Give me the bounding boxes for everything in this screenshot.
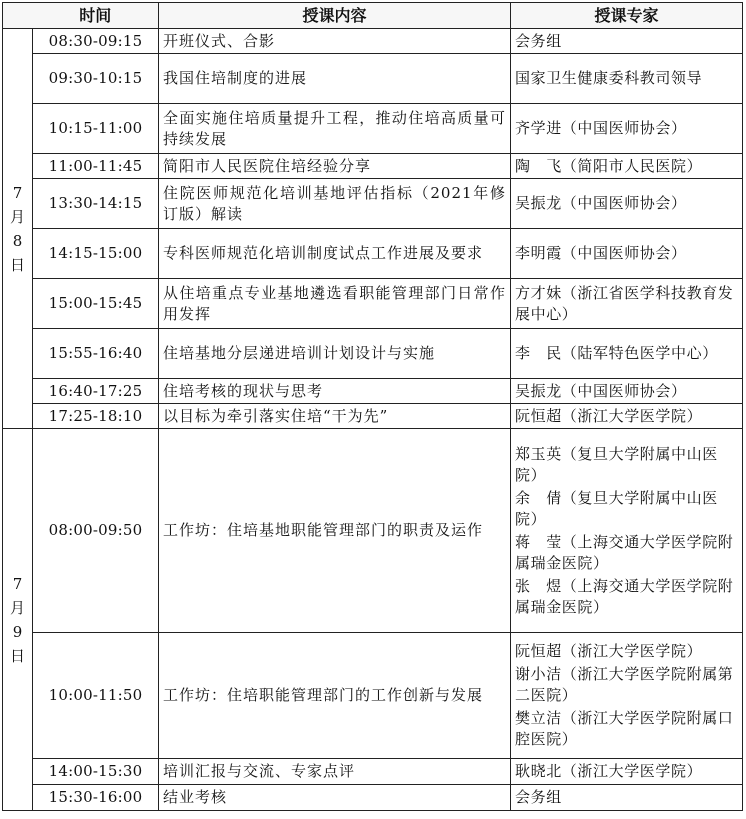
session-row (3, 759, 743, 785)
expert-name: 余 倩（复旦大学附属中山医院） (515, 488, 718, 528)
schedule-table (2, 2, 743, 811)
session-content: 专科医师规范化培训制度试点工作进展及要求 (159, 229, 511, 279)
session-time: 13:30-14:15 (33, 179, 159, 229)
session-content: 全面实施住培质量提升工程，推动住培高质量可持续发展 (159, 104, 511, 154)
session-row (3, 379, 743, 404)
session-expert (511, 633, 743, 759)
header-expert: 授课专家 (511, 3, 743, 29)
session-row (3, 29, 743, 54)
expert-name: 李 民（陆军特色医学中心） (515, 344, 718, 362)
session-content: 培训汇报与交流、专家点评 (159, 759, 511, 785)
session-expert (511, 54, 743, 104)
expert-name: 阮恒超（浙江大学医学院） (515, 642, 703, 660)
session-time: 15:30-16:00 (33, 785, 159, 811)
session-content: 从住培重点专业基地遴选看职能管理部门日常作用发挥 (159, 279, 511, 329)
date-char: 8 (12, 231, 23, 250)
expert-name: 陶 飞（简阳市人民医院） (515, 156, 703, 175)
session-row (3, 785, 743, 811)
date-char: 日 (9, 255, 25, 274)
session-row (3, 54, 743, 104)
day-date-cell (3, 29, 33, 429)
session-time: 10:00-11:50 (33, 633, 159, 759)
expert-name: 会务组 (515, 788, 562, 806)
session-content: 住院医师规范化培训基地评估指标（2021年修订版）解读 (159, 179, 511, 229)
date-char: 7 (12, 574, 23, 593)
session-time: 17:25-18:10 (33, 404, 159, 429)
session-time: 08:30-09:15 (33, 29, 159, 54)
session-time: 15:00-15:45 (33, 279, 159, 329)
session-expert (511, 279, 743, 329)
session-expert (511, 104, 743, 154)
session-expert (511, 229, 743, 279)
schedule-body (3, 29, 743, 811)
session-content: 结业考核 (159, 785, 511, 811)
header-row (3, 3, 743, 29)
expert-name: 郑玉英（复旦大学附属中山医院） (515, 444, 718, 484)
expert-name: 齐学进（中国医师协会） (515, 119, 687, 137)
session-time: 09:30-10:15 (33, 54, 159, 104)
expert-name: 耿晓北（浙江大学医学院） (515, 762, 703, 780)
expert-name: 张 煜（上海交通大学医学院附属瑞金医院） (515, 576, 734, 616)
expert-name: 吴振龙（中国医师协会） (515, 381, 687, 400)
expert-name: 会务组 (515, 31, 562, 50)
session-time: 08:00-09:50 (33, 429, 159, 633)
session-expert (511, 29, 743, 54)
expert-name: 方才妹（浙江省医学科技教育发展中心） (515, 283, 734, 323)
session-expert (511, 429, 743, 633)
session-time: 14:00-15:30 (33, 759, 159, 785)
session-row (3, 154, 743, 179)
session-time: 10:15-11:00 (33, 104, 159, 154)
session-row (3, 279, 743, 329)
day-date-cell (3, 429, 33, 811)
date-char: 月 (9, 598, 25, 617)
session-expert (511, 179, 743, 229)
expert-name: 李明霞（中国医师协会） (515, 244, 687, 262)
session-row (3, 329, 743, 379)
session-expert (511, 404, 743, 429)
header-time: 时间 (33, 3, 159, 29)
session-expert (511, 785, 743, 811)
session-time: 11:00-11:45 (33, 154, 159, 179)
expert-name: 阮恒超（浙江大学医学院） (515, 406, 703, 425)
session-content: 以目标为牵引落实住培“干为先” (159, 404, 511, 429)
expert-name: 谢小洁（浙江大学医学院附属第二医院） (515, 665, 734, 704)
session-row (3, 404, 743, 429)
expert-name: 蒋 莹（上海交通大学医学院附属瑞金医院） (515, 532, 734, 572)
session-expert (511, 154, 743, 179)
date-char: 月 (9, 207, 25, 226)
session-expert (511, 759, 743, 785)
session-time: 15:55-16:40 (33, 329, 159, 379)
session-row (3, 179, 743, 229)
session-content: 简阳市人民医院住培经验分享 (159, 154, 511, 179)
header-content: 授课内容 (159, 3, 511, 29)
session-content: 开班仪式、合影 (159, 29, 511, 54)
session-content: 工作坊：住培基地职能管理部门的职责及运作 (159, 429, 511, 633)
session-content: 住培考核的现状与思考 (159, 379, 511, 404)
session-expert (511, 379, 743, 404)
date-char: 日 (9, 646, 25, 665)
session-content: 我国住培制度的进展 (159, 54, 511, 104)
expert-name: 国家卫生健康委科教司领导 (515, 69, 703, 87)
session-expert (511, 329, 743, 379)
session-row (3, 633, 743, 759)
session-time: 16:40-17:25 (33, 379, 159, 404)
session-content: 住培基地分层递进培训计划设计与实施 (159, 329, 511, 379)
session-content: 工作坊：住培职能管理部门的工作创新与发展 (159, 633, 511, 759)
expert-name: 樊立洁（浙江大学医学院附属口腔医院） (515, 709, 734, 748)
session-row (3, 104, 743, 154)
session-row (3, 429, 743, 633)
header-date-blank (3, 3, 33, 29)
session-time: 14:15-15:00 (33, 229, 159, 279)
date-char: 9 (12, 622, 23, 641)
date-char: 7 (12, 183, 23, 202)
session-row (3, 229, 743, 279)
expert-name: 吴振龙（中国医师协会） (515, 194, 687, 212)
